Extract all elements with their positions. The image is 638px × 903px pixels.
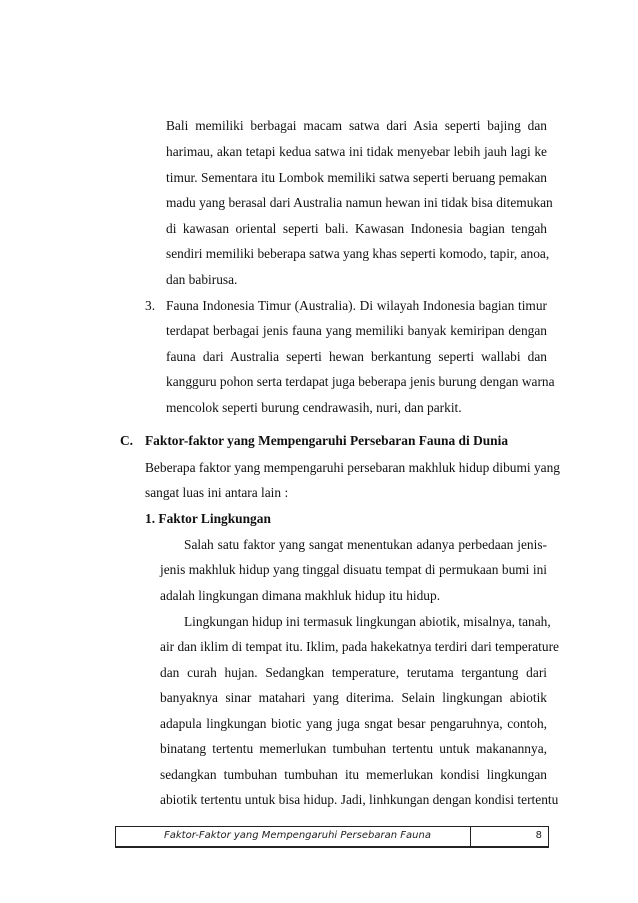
text-line: dan curah hujan. Sedangkan temperature, terutama tergantung dari [160,665,547,680]
text-line: kangguru pohon serta terdapat juga beberapa jenis burung dengan warna [166,374,555,389]
text-line: di kawasan oriental seperti bali. Kawasan Indonesia bagian tengah [166,221,547,236]
text-line: sendiri memiliki beberapa satwa yang khas seperti komodo, tapir, anoa, [166,246,550,261]
subsection-heading: 1. Faktor Lingkungan [145,511,271,526]
text-line: mencolok seperti burung cendrawasih, nuri, dan parkit. [166,400,462,415]
text-line: fauna dari Australia seperti hewan berkantung seperti wallabi dan [166,349,547,364]
footer-title: Faktor-Faktor yang Mempengaruhi Persebaran Fauna [164,830,431,841]
text-line: madu yang berasal dari Australia namun hewan ini tidak bisa ditemukan [166,195,553,210]
text-line: Fauna Indonesia Timur (Australia). Di wilayah Indonesia bagian timur [166,298,547,313]
text-line: sangat luas ini antara lain : [145,485,289,500]
text-line: Lingkungan hidup ini termasuk lingkungan abiotik, misalnya, tanah, [184,614,551,629]
text-line: terdapat berbagai jenis fauna yang memiliki banyak kemiripan dengan [166,323,547,338]
list-number: 3. [145,298,156,313]
text-line: abiotik tertentu untuk bisa hidup. Jadi, linhkungan dengan kondisi tertentu [160,792,559,807]
text-line: jenis makhluk hidup yang tinggal disuatu tempat di permukaan bumi ini [160,562,547,577]
text-line: Bali memiliki berbagai macam satwa dari Asia seperti bajing dan [166,118,547,133]
page-footer [115,826,549,848]
section-heading: Faktor-faktor yang Mempengaruhi Persebaran Fauna di Dunia [145,433,509,448]
text-line: adalah lingkungan dimana makhluk hidup itu hidup. [160,588,441,603]
text-line: timur. Sementara itu Lombok memiliki satwa seperti beruang pemakan [166,170,547,185]
footer-divider [470,827,471,846]
text-line: dan babirusa. [166,272,238,287]
text-line: banyaknya sinar matahari yang diterima. Selain lingkungan abiotik [160,690,547,705]
text-line: harimau, akan tetapi kedua satwa ini tidak menyebar lebih jauh lagi ke [166,144,547,159]
text-line: binatang tertentu memerlukan tumbuhan tertentu untuk makanannya, [160,741,547,756]
section-letter: C. [120,433,134,448]
text-line: Beberapa faktor yang mempengaruhi persebaran makhluk hidup dibumi yang [145,460,560,475]
text-line: Salah satu faktor yang sangat menentukan adanya perbedaan jenis- [184,537,547,552]
text-line: adapula lingkungan biotic yang juga sngat besar pengaruhnya, contoh, [160,716,547,731]
text-line: air dan iklim di tempat itu. Iklim, pada hakekatnya terdiri dari temperature [160,639,559,654]
page-number: 8 [535,830,542,841]
text-line: sedangkan tumbuhan tumbuhan itu memerlukan kondisi lingkungan [160,767,547,782]
